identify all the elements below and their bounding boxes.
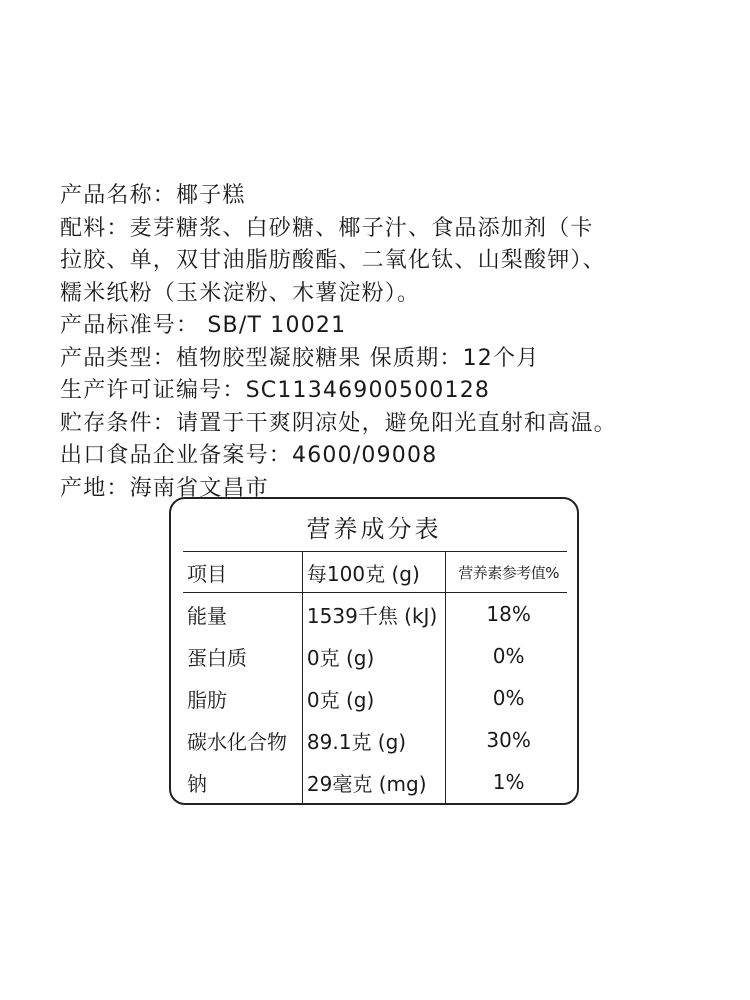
row-carbohydrate-value: 89.1克 (g)	[302, 719, 445, 761]
ingredients-line-1: 配料：麦芽糖浆、白砂糖、椰子汁、食品添加剂（卡	[60, 215, 594, 241]
row-sodium-label: 钠	[187, 771, 207, 796]
table-row	[183, 761, 567, 803]
table-row	[183, 635, 567, 677]
product-info	[60, 180, 710, 505]
row-energy-value: 1539千焦 (kJ)	[302, 593, 445, 636]
row-fat-label: 脂肪	[187, 687, 227, 712]
row-sodium-value: 29毫克 (mg)	[302, 761, 445, 803]
row-energy-nrv: 18%	[486, 602, 531, 626]
table-row	[183, 593, 567, 636]
header-per-100g: 每100克 (g)	[302, 552, 445, 593]
row-fat-value: 0克 (g)	[302, 677, 445, 719]
nutrition-header-row	[183, 552, 567, 593]
nutrition-facts-panel	[169, 497, 579, 805]
ingredients-line-3: 糯米纸粉（玉米淀粉、木薯淀粉）。	[60, 280, 421, 306]
nutrition-table	[183, 551, 567, 803]
product-name-line: 产品名称：椰子糕	[60, 183, 246, 208]
row-carbohydrate-nrv: 30%	[486, 728, 531, 752]
storage-line: 贮存条件：请置于干爽阴凉处，避免阳光直射和高温。	[60, 410, 617, 436]
row-fat-nrv: 0%	[492, 686, 525, 710]
row-sodium-nrv: 1%	[492, 770, 525, 794]
table-row	[183, 719, 567, 761]
header-nrv: 营养素参考值%	[446, 552, 567, 593]
ingredients-line-2: 拉胶、单，双甘油脂肪酸酯、二氧化钛、山梨酸钾）、	[60, 248, 606, 273]
product-type-line: 产品类型：植物胶型凝胶糖果 保质期：12个月	[60, 345, 540, 371]
table-row	[183, 677, 567, 719]
row-energy-label: 能量	[187, 603, 227, 628]
row-protein-value: 0克 (g)	[302, 635, 445, 677]
export-record-line: 出口食品企业备案号：4600/09008	[60, 443, 438, 468]
header-item: 项目	[183, 552, 302, 593]
product-standard-line: 产品标准号： SB/T 10021	[60, 313, 347, 338]
license-number-line: 生产许可证编号：SC11346900500128	[60, 378, 491, 403]
origin-line: 产地：海南省文昌市	[60, 475, 269, 501]
nutrition-title: 营养成分表	[306, 515, 442, 543]
row-protein-label: 蛋白质	[187, 645, 247, 670]
row-protein-nrv: 0%	[492, 644, 525, 668]
row-carbohydrate-label: 碳水化合物	[187, 729, 287, 754]
